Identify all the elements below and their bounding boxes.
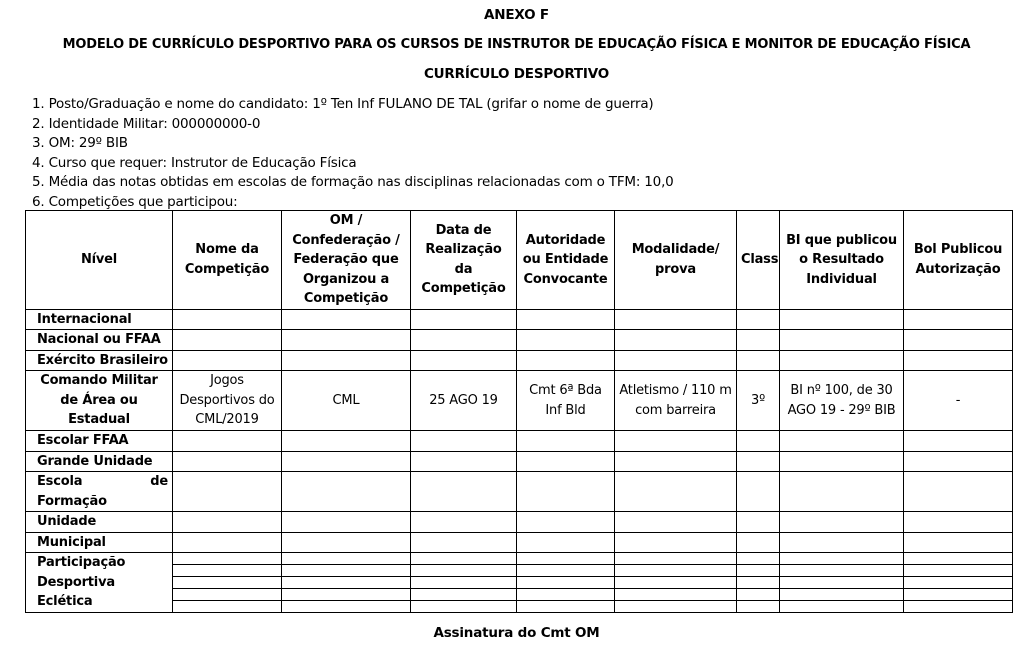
table-row bbox=[26, 512, 1013, 533]
header-level: Nível bbox=[26, 211, 173, 310]
competitions-table bbox=[25, 210, 1013, 613]
cell-bi: BI nº 100, de 30 AGO 19 - 29º BIB bbox=[780, 371, 904, 431]
table-row bbox=[26, 309, 1013, 330]
header-modality: Modalidade/ prova bbox=[615, 211, 737, 310]
header-bol: Bol Publicou Autorização bbox=[904, 211, 1013, 310]
cell-class: 3º bbox=[737, 371, 780, 431]
cell-bol: - bbox=[904, 371, 1013, 431]
candidate-info-list bbox=[32, 95, 674, 212]
cell-org: CML bbox=[282, 371, 411, 431]
table-header-row bbox=[26, 211, 1013, 310]
table-row bbox=[26, 472, 1013, 512]
level-comando: Comando Militar de Área ou Estadual bbox=[26, 371, 173, 431]
header-date: Data de Realização da Competição bbox=[411, 211, 517, 310]
header-class: Class bbox=[737, 211, 780, 310]
header-competition: Nome da Competição bbox=[173, 211, 282, 310]
item-rank-name: 1. Posto/Graduação e nome do candidato: 1º Ten Inf FULANO DE TAL (grifar o nome de guerra) bbox=[32, 96, 654, 112]
item-course: 4. Curso que requer: Instrutor de Educação Física bbox=[32, 154, 357, 171]
table-row bbox=[26, 350, 1013, 371]
level-participacao: Participação Desportiva Eclética bbox=[26, 553, 173, 613]
table-row bbox=[26, 601, 1013, 613]
level-grande-unidade: Grande Unidade bbox=[26, 451, 173, 472]
table-row bbox=[26, 451, 1013, 472]
level-exercito: Exército Brasileiro bbox=[26, 350, 173, 371]
item-om: 3. OM: 29º BIB bbox=[32, 135, 128, 151]
level-escola: Escola de Formação bbox=[26, 472, 173, 512]
curriculum-title: CURRÍCULO DESPORTIVO bbox=[423, 66, 610, 82]
model-title: MODELO DE CURRÍCULO DESPORTIVO PARA OS CURSOS DE INSTRUTOR DE EDUCAÇÃO FÍSICA E MONITOR DE EDUCAÇÃO FÍSICA bbox=[62, 37, 971, 52]
item-average: 5. Média das notas obtidas em escolas de formação nas disciplinas relacionadas com o TFM: 10,0 bbox=[32, 174, 674, 190]
cell-competition: Jogos Desportivos do CML/2019 bbox=[173, 371, 282, 431]
level-nacional: Nacional ou FFAA bbox=[26, 330, 173, 351]
table-row bbox=[26, 589, 1013, 601]
item-competitions: 6. Competições que participou: bbox=[32, 193, 238, 210]
header-authority: Autoridade ou Entidade Convocante bbox=[517, 211, 615, 310]
header-org: OM / Confederação / Federação que Organizou a Competição bbox=[282, 211, 411, 310]
annex-title: ANEXO F bbox=[484, 7, 549, 23]
item-military-id: 2. Identidade Militar: 000000000-0 bbox=[32, 115, 261, 132]
cell-modality: Atletismo / 110 m com barreira bbox=[615, 371, 737, 431]
level-internacional: Internacional bbox=[26, 309, 173, 330]
level-unidade: Unidade bbox=[26, 512, 173, 533]
cell-authority: Cmt 6ª Bda Inf Bld bbox=[517, 371, 615, 431]
table-row bbox=[26, 371, 1013, 431]
table-row bbox=[26, 431, 1013, 452]
cell-date: 25 AGO 19 bbox=[411, 371, 517, 431]
level-municipal: Municipal bbox=[26, 532, 173, 553]
table-row bbox=[26, 532, 1013, 553]
header-bi: BI que publicou o Resultado Individual bbox=[780, 211, 904, 310]
signature-line: Assinatura do Cmt OM bbox=[433, 625, 600, 641]
table-row bbox=[26, 553, 1013, 565]
table-row bbox=[26, 330, 1013, 351]
level-escolar: Escolar FFAA bbox=[26, 431, 173, 452]
table-row bbox=[26, 577, 1013, 589]
table-row bbox=[26, 565, 1013, 577]
